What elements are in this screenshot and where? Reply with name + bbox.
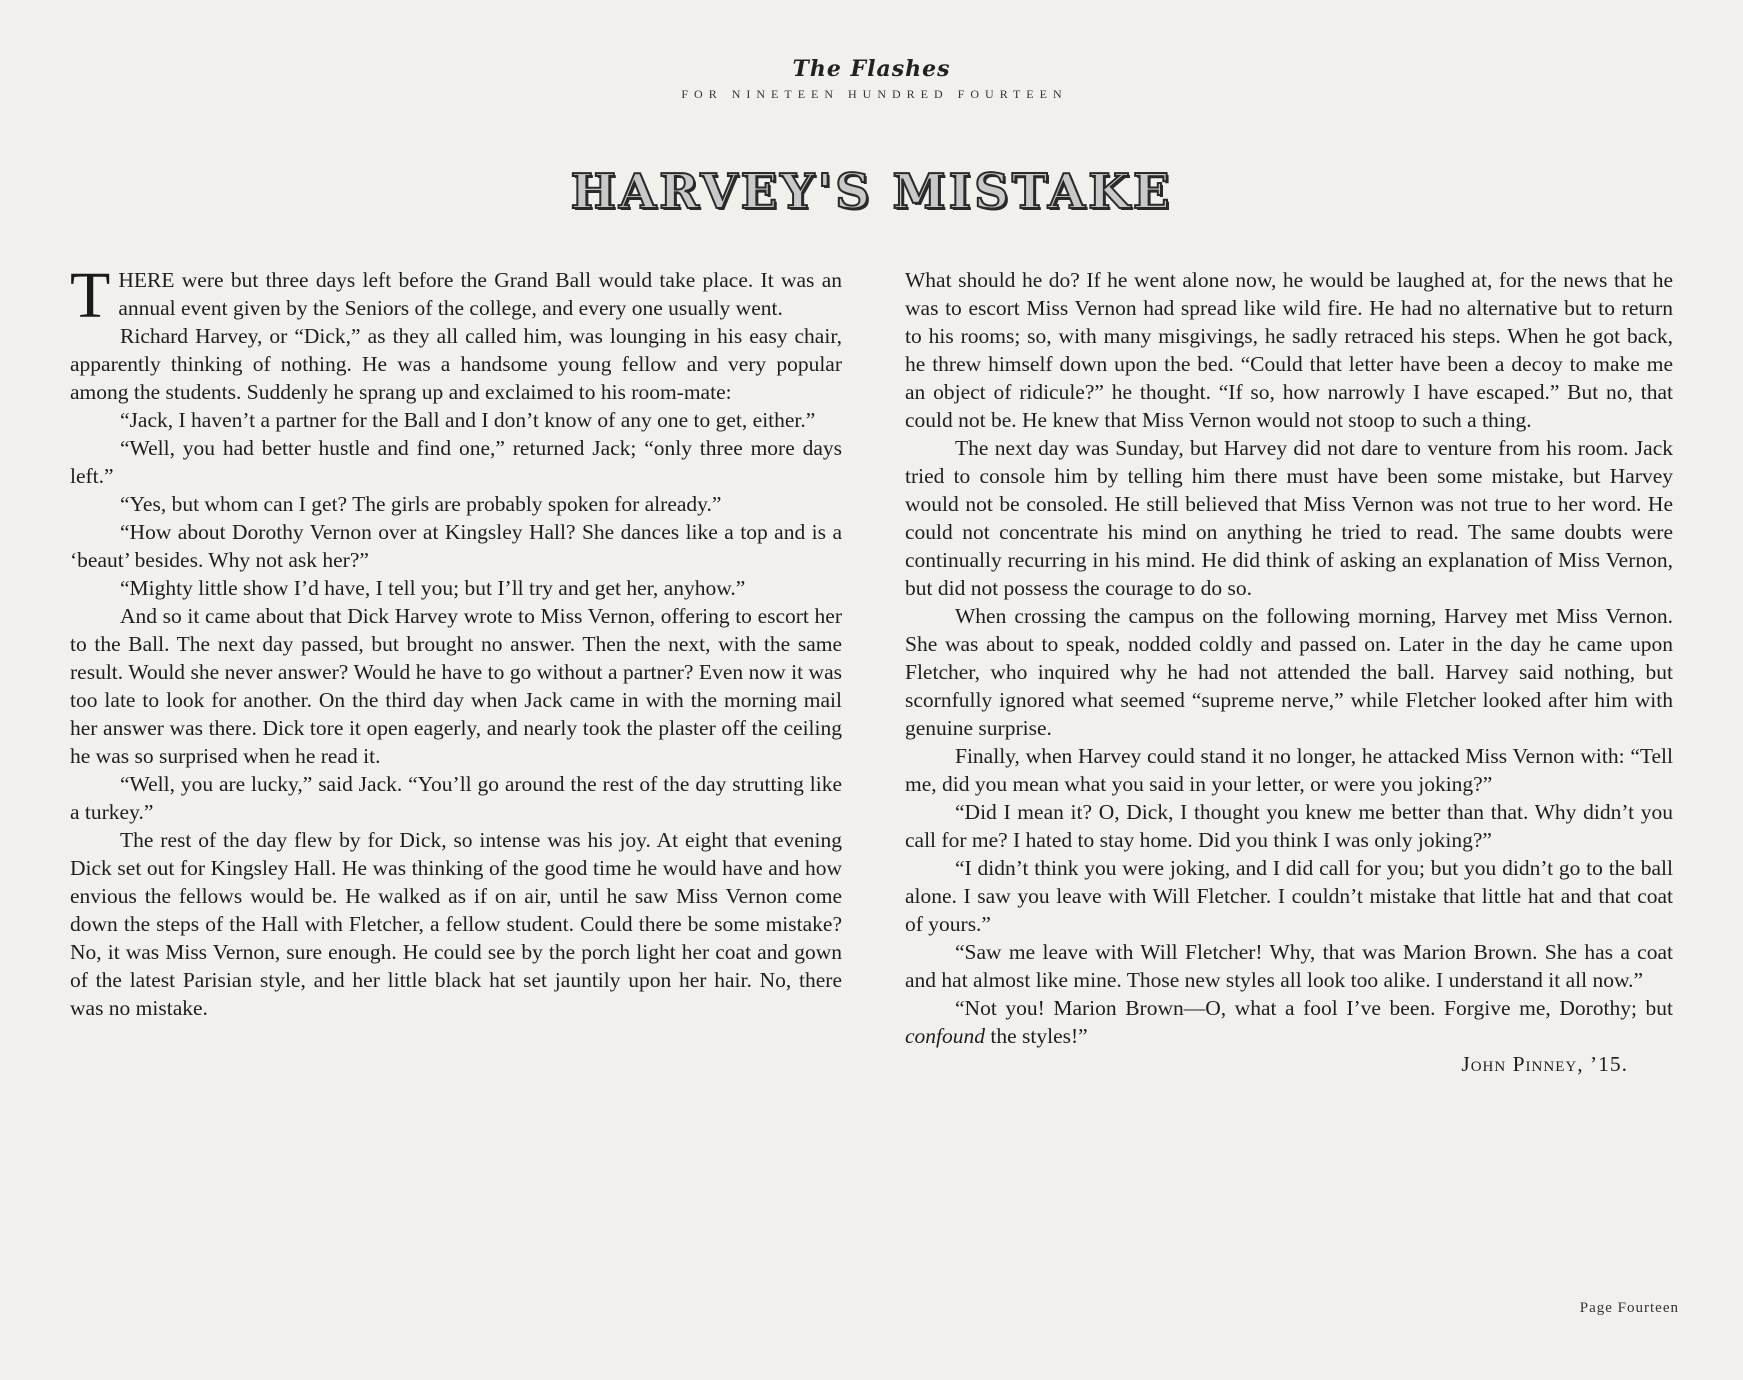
closing-paragraph (905, 994, 1673, 1050)
italic-word: confound (905, 1024, 986, 1048)
left-column (70, 259, 842, 1022)
paragraph: When crossing the campus on the following morning, Harvey met Miss Vernon. She was about to speak, nodded coldly and passed on. Later in the day he came upon Fletcher, who inquired why he had not attended the ball. Harvey said nothing, but scornfully ignored what seemed “supreme nerve,” while Fletcher looked after him with genuine surprise. (905, 604, 1673, 740)
author-signature: John Pinney, ’15. (1461, 1052, 1628, 1076)
paragraph: “How about Dorothy Vernon over at Kingsley Hall? She dances like a top and is a ‘beaut’ besides. Why not ask her?” (70, 520, 842, 572)
paragraph: “Well, you are lucky,” said Jack. “You’ll go around the rest of the day strutting like a turkey.” (70, 772, 842, 824)
paragraph: “Mighty little show I’d have, I tell you; but I’ll try and get her, anyhow.” (120, 576, 746, 600)
paragraph: “Jack, I haven’t a partner for the Ball and I don’t know of any one to get, either.” (120, 408, 816, 432)
paragraph: The next day was Sunday, but Harvey did not dare to venture from his room. Jack tried to console him by telling him there must have been some mistake, but Harvey would not be consoled. He still believed that Miss Vernon was not true to her word. He could not concentrate his mind on anything he tried to read. The same doubts were continually recurring in his mind. He did think of asking an explanation of Miss Vernon, but did not possess the courage to do so. (905, 436, 1673, 600)
right-column (905, 266, 1673, 1078)
page-number: Page Fourteen (1579, 1300, 1679, 1316)
paragraph: “Did I mean it? O, Dick, I thought you knew me better than that. Why didn’t you call for me? I hated to stay home. Did you think I was only joking?” (905, 800, 1673, 852)
publication-title: The Flashes (792, 56, 951, 82)
continued-paragraph: What should he do? If he went alone now, he would be laughed at, for the news that he was to escort Miss Vernon had spread like wild fire. He had no alternative but to return to his rooms; so, with many misgivings, he sadly retraced his steps. When he got back, he threw himself down upon the bed. “Could that letter have been a decoy to make me an object of ridicule?” he thought. “If so, how narrowly I have escaped.” But no, that could not be. He knew that Miss Vernon would not stoop to such a thing. (905, 268, 1673, 432)
paragraph: Finally, when Harvey could stand it no longer, he attacked Miss Vernon with: “Tell me, did you mean what you said in your letter, or were you joking?” (905, 744, 1673, 796)
paragraph: Richard Harvey, or “Dick,” as they all called him, was lounging in his easy chair, apparently thinking of nothing. He was a handsome young fellow and very popular among the students. Suddenly he sprang up and exclaimed to his room-mate: (70, 324, 842, 404)
opening-paragraph-text: HERE were but three days left before the Grand Ball would take place. It was an annual event given by the Seniors of the college, and every one usually went. (118, 268, 842, 320)
publication-subtitle: FOR NINETEEN HUNDRED FOURTEEN (681, 87, 1068, 101)
paragraph: And so it came about that Dick Harvey wrote to Miss Vernon, offering to escort her to the Ball. The next day passed, but brought no answer. Then the next, with the same result. Would she never answer? Would he have to go without a partner? Even now it was too late to look for another. On the third day when Jack came in with the morning mail her answer was there. Dick tore it open eagerly, and nearly took the plaster off the ceiling he was so surprised when he read it. (70, 604, 842, 768)
masthead (0, 56, 1743, 102)
paragraph: “Saw me leave with Will Fletcher! Why, that was Marion Brown. She has a coat and hat almost like mine. Those new styles all look too alike. I understand it all now.” (905, 940, 1673, 992)
paragraph: The rest of the day flew by for Dick, so intense was his joy. At eight that evening Dick set out for Kingsley Hall. He was thinking of the good time he would have and how envious the fellows would be. He walked as if on air, until he saw Miss Vernon come down the steps of the Hall with Fletcher, a fellow student. Could there be some mistake? No, it was Miss Vernon, sure enough. He could see by the porch light her coat and gown of the latest Parisian style, and her little black hat set jauntily upon her hair. No, there was no mistake. (70, 828, 842, 1020)
paragraph: “Well, you had better hustle and find one,” returned Jack; “only three more days left.” (70, 436, 842, 488)
drop-cap: T (70, 259, 111, 332)
closing-text-end: the styles!” (985, 1024, 1088, 1048)
paragraph: “Yes, but whom can I get? The girls are probably spoken for already.” (120, 492, 722, 516)
closing-text-start: “Not you! Marion Brown—O, what a fool I’ve been. Forgive me, Dorothy; but (955, 996, 1673, 1020)
opening-paragraph (70, 259, 842, 332)
article-title: HARVEY'S MISTAKE (570, 164, 1173, 220)
paragraph: “I didn’t think you were joking, and I did call for you; but you didn’t go to the ball alone. I saw you leave with Will Fletcher. I couldn’t mistake that little hat and that coat of yours.” (905, 856, 1673, 936)
